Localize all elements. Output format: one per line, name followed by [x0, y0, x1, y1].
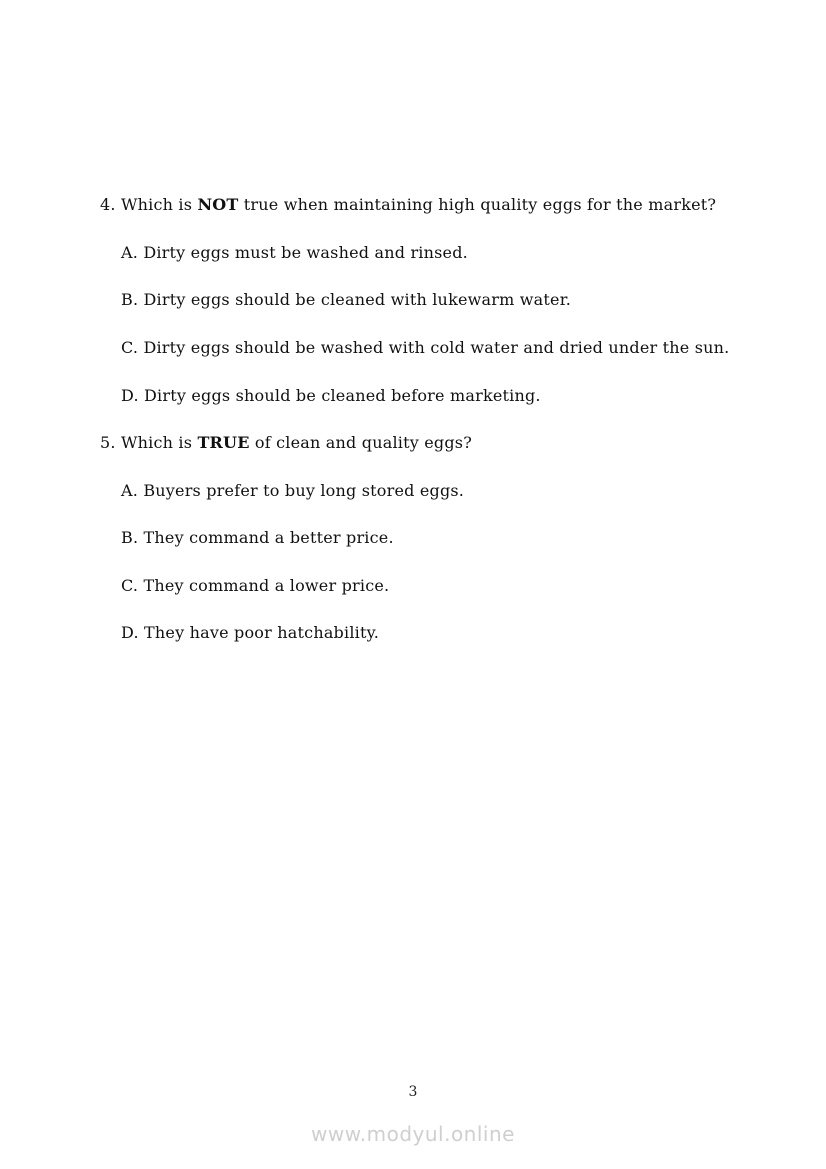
question-5-option-b: B. They command a better price.	[121, 528, 394, 547]
question-5-option-c: C. They command a lower price.	[121, 576, 390, 595]
question-4-option-b: B. Dirty eggs should be cleaned with lukewarm water.	[121, 290, 572, 309]
question-emphasis: NOT	[197, 195, 239, 214]
question-4	[100, 195, 716, 215]
question-emphasis: TRUE	[197, 433, 250, 452]
watermark: www.modyul.online	[311, 1122, 515, 1146]
question-5-option-d: D. They have poor hatchability.	[121, 623, 379, 642]
question-5-option-a: A. Buyers prefer to buy long stored eggs.	[121, 481, 465, 500]
question-5	[100, 433, 472, 453]
question-text: Which is NOT true when maintaining high quality eggs for the market?	[121, 195, 717, 214]
question-4-option-d: D. Dirty eggs should be cleaned before marketing.	[121, 386, 541, 405]
question-number: 4.	[100, 195, 116, 214]
page-number: 3	[408, 1084, 418, 1100]
question-4-option-c: C. Dirty eggs should be washed with cold water and dried under the sun.	[121, 338, 730, 357]
question-4-option-a: A. Dirty eggs must be washed and rinsed.	[121, 243, 468, 262]
question-text: Which is TRUE of clean and quality eggs?	[121, 433, 472, 452]
question-number: 5.	[100, 433, 116, 452]
